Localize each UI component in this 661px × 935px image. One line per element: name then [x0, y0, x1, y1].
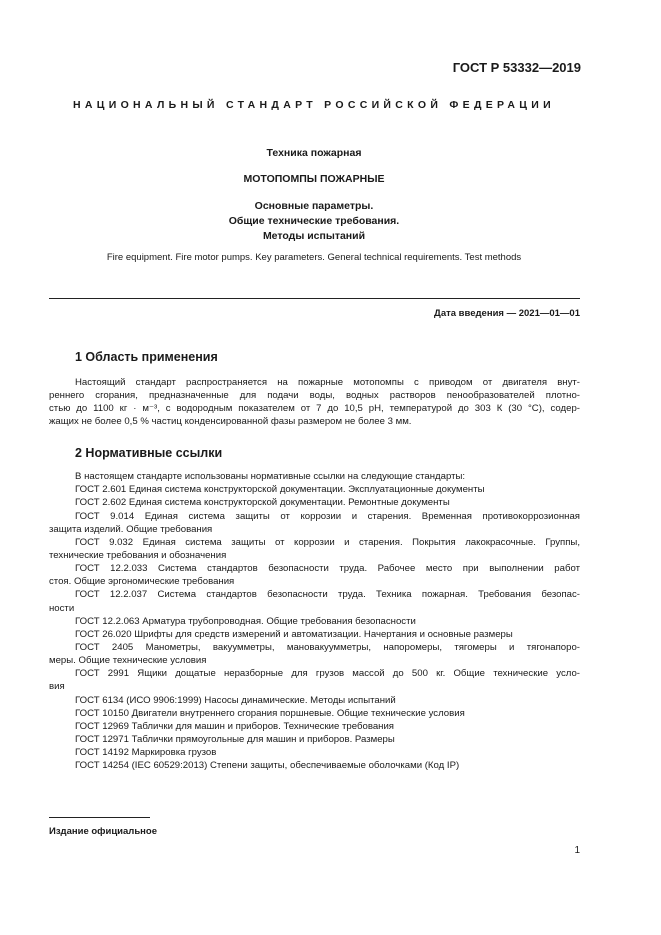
subtitle-line: Методы испытаний: [262, 230, 366, 242]
section-1-heading: 1 Область применения: [75, 350, 218, 364]
reference-line: стоя. Общие эргономические требования: [49, 576, 235, 588]
national-standard-heading: НАЦИОНАЛЬНЫЙ СТАНДАРТ РОССИЙСКОЙ ФЕДЕРАЦИИ: [73, 99, 555, 111]
reference-line: ГОСТ 9.032 Единая система защиты от коррозии и старения. Покрытия лакокрасочные. Группы,: [75, 536, 580, 548]
standard-field: Техника пожарная: [266, 147, 362, 159]
reference-line: ГОСТ 2405 Манометры, вакуумметры, мановакуумметры, напоромеры, тягомеры и тягонапоро-: [75, 642, 580, 653]
reference-line: ности: [49, 602, 75, 614]
official-edition-label: Издание официальное: [49, 826, 157, 837]
reference-line: вия: [49, 681, 65, 693]
paragraph-line: реннего сгорания, предназначенные для подачи воды, водных растворов пенообразователей плотно-: [49, 390, 580, 401]
reference-line: ГОСТ 12969 Таблички для машин и приборов. Технические требования: [75, 720, 395, 732]
reference-line: ГОСТ 12971 Таблички прямоугольные для машин и приборов. Размеры: [75, 734, 395, 745]
introduction-date: Дата введения — 2021—01—01: [434, 308, 580, 319]
subtitle-line: Общие технические требования.: [228, 215, 400, 227]
reference-line: меры. Общие технические условия: [49, 655, 207, 667]
footer-divider: [49, 817, 150, 818]
paragraph-line: стью до 1100 кг · м⁻³, с водородным показателем от 7 до 10,5 pH, температурой до 303 К (30 °С), содер-: [49, 403, 580, 414]
document-number: ГОСТ Р 53332—2019: [452, 60, 581, 75]
reference-line: ГОСТ 14254 (IEC 60529:2013) Степени защиты, обеспечиваемые оболочками (Код IP): [75, 760, 460, 772]
paragraph-line: Настоящий стандарт распространяется на пожарные мотопомпы с приводом от двигателя внут-: [75, 377, 580, 388]
english-title: Fire equipment. Fire motor pumps. Key parameters. General technical requirements. Test methods: [106, 252, 522, 263]
reference-line: ГОСТ 2991 Ящики дощатые неразборные для грузов массой до 500 кг. Общие технические усло-: [75, 668, 580, 680]
reference-line: технические требования и обозначения: [49, 549, 227, 561]
reference-line: ГОСТ 12.2.063 Арматура трубопроводная. Общие требования безопасности: [75, 615, 416, 627]
reference-line: ГОСТ 10150 Двигатели внутреннего сгорания поршневые. Общие технические условия: [75, 707, 465, 719]
section-2-heading: 2 Нормативные ссылки: [75, 446, 223, 460]
document-subtitle: [49, 199, 579, 244]
subtitle-line: Основные параметры.: [254, 200, 374, 212]
reference-line: ГОСТ 12.2.033 Система стандартов безопасности труда. Рабочее место при выполнении работ: [75, 563, 580, 574]
reference-line: В настоящем стандарте использованы нормативные ссылки на следующие стандарты:: [75, 471, 466, 482]
reference-line: ГОСТ 6134 (ИСО 9906:1999) Насосы динамические. Методы испытаний: [75, 694, 396, 706]
paragraph-line: жащих не более 0,5 % частиц конденсированной фазы размером не более 3 мм.: [49, 416, 412, 427]
reference-line: защита изделий. Общие требования: [49, 523, 213, 535]
header-divider: [49, 298, 580, 299]
page-number: 1: [574, 845, 580, 856]
document-title: МОТОПОМПЫ ПОЖАРНЫЕ: [243, 173, 385, 185]
reference-line: ГОСТ 14192 Маркировка грузов: [75, 747, 217, 759]
reference-line: ГОСТ 12.2.037 Система стандартов безопасности труда. Техника пожарная. Требования безопас-: [75, 589, 580, 601]
reference-line: ГОСТ 2.601 Единая система конструкторской документации. Эксплуатационные документы: [75, 484, 485, 496]
reference-line: ГОСТ 26.020 Шрифты для средств измерений и автоматизации. Начертания и основные размеры: [75, 628, 513, 640]
reference-line: ГОСТ 9.014 Единая система защиты от коррозии и старения. Временная противокоррозионная: [75, 510, 580, 522]
reference-line: ГОСТ 2.602 Единая система конструкторской документации. Ремонтные документы: [75, 497, 450, 509]
